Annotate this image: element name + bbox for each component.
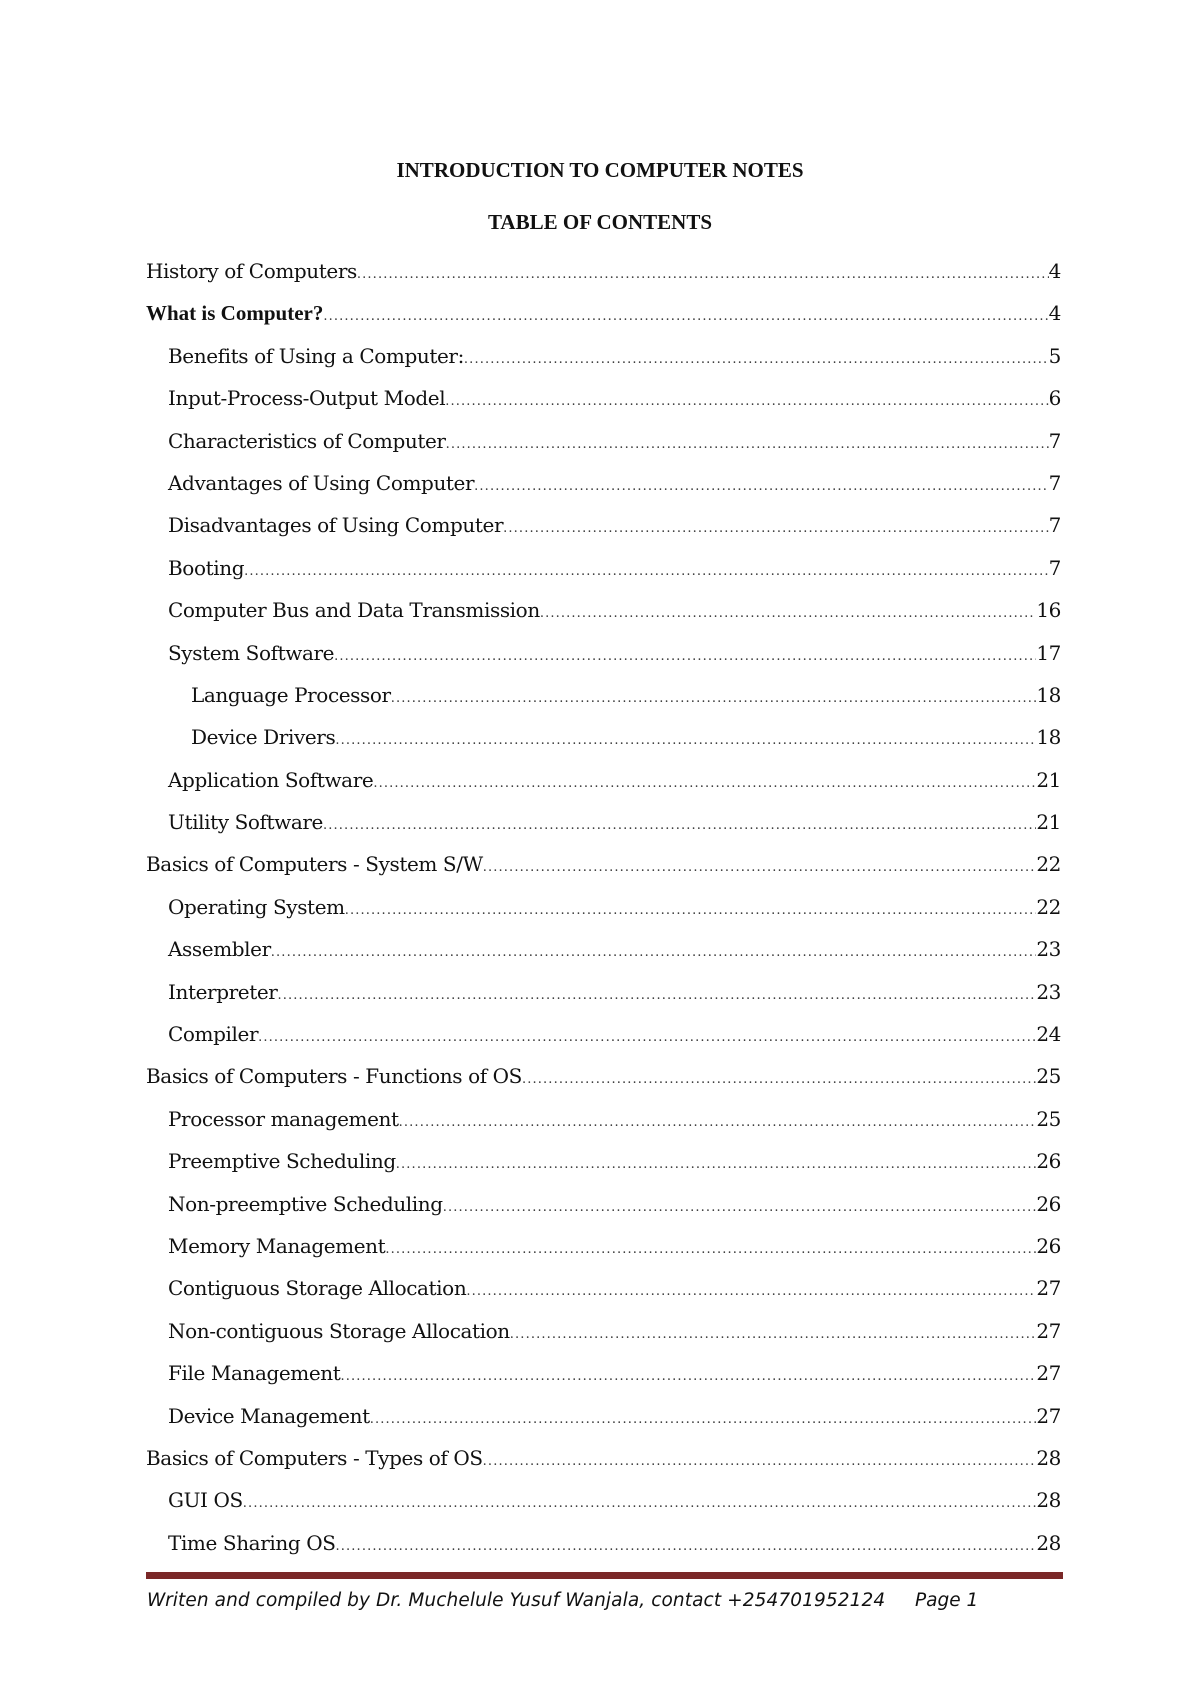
- toc-dot-leader: [503, 515, 1049, 543]
- toc-entry[interactable]: [146, 427, 1061, 469]
- toc-entry[interactable]: [146, 511, 1061, 553]
- toc-entry[interactable]: [146, 596, 1061, 638]
- toc-entry-page-number: 25: [1036, 1064, 1061, 1089]
- toc-dot-leader: [336, 1533, 1037, 1561]
- toc-entry-label: Basics of Computers - Functions of OS: [146, 1064, 522, 1089]
- toc-entry-label: Computer Bus and Data Transmission: [168, 598, 540, 623]
- toc-entry[interactable]: [146, 1486, 1061, 1528]
- toc-dot-leader: [340, 1363, 1036, 1391]
- toc-entry-page-number: 21: [1036, 767, 1061, 792]
- toc-entry-label: Processor management: [168, 1106, 399, 1131]
- toc-entry-label: File Management: [168, 1361, 341, 1386]
- toc-entry[interactable]: [146, 342, 1061, 384]
- toc-entry-page-number: 27: [1036, 1276, 1061, 1301]
- toc-entry-page-number: 24: [1036, 1022, 1061, 1047]
- toc-entry[interactable]: [146, 1529, 1061, 1571]
- toc-dot-leader: [345, 897, 1037, 925]
- toc-entry[interactable]: [146, 299, 1061, 341]
- toc-dot-leader: [258, 1024, 1036, 1052]
- toc-entry-label: GUI OS: [168, 1488, 243, 1513]
- toc-entry[interactable]: [146, 978, 1061, 1020]
- toc-entry-label: History of Computers: [146, 259, 357, 283]
- toc-dot-leader: [243, 1490, 1037, 1518]
- toc-entry-page-number: 7: [1048, 470, 1061, 495]
- toc-dot-leader: [323, 812, 1036, 840]
- toc-entry-page-number: 4: [1048, 259, 1061, 283]
- toc-dot-leader: [445, 388, 1048, 416]
- toc-entry-label: Advantages of Using Computer: [168, 470, 475, 495]
- toc-entry[interactable]: [146, 554, 1061, 596]
- toc-entry[interactable]: [146, 808, 1061, 850]
- toc-entry-page-number: 27: [1036, 1318, 1061, 1343]
- toc-dot-leader: [510, 1321, 1037, 1349]
- toc-entry-label: Compiler: [168, 1022, 259, 1047]
- toc-dot-leader: [370, 1406, 1037, 1434]
- toc-entry[interactable]: [146, 935, 1061, 977]
- toc-entry-page-number: 28: [1036, 1445, 1061, 1470]
- toc-entry-label: Non-preemptive Scheduling: [168, 1191, 443, 1216]
- toc-entry[interactable]: [146, 1317, 1061, 1359]
- toc-entry-page-number: 5: [1048, 343, 1061, 368]
- toc-entry-label: Time Sharing OS: [168, 1530, 336, 1555]
- toc-entry-page-number: 18: [1036, 682, 1061, 707]
- toc-entry-label: Booting: [168, 555, 245, 580]
- footer-rule: [146, 1572, 1063, 1579]
- toc-entry[interactable]: [146, 257, 1061, 299]
- toc-entry-label: Interpreter: [168, 979, 278, 1004]
- toc-entry-page-number: 7: [1048, 555, 1061, 580]
- toc-entry-page-number: 18: [1036, 725, 1061, 750]
- footer-author-text: Writen and compiled by Dr. Muchelule Yusuf Wanjala, contact +254701952124: [147, 1590, 886, 1611]
- toc-entry-page-number: 21: [1036, 810, 1061, 835]
- toc-entry[interactable]: [146, 893, 1061, 935]
- toc-entry-label: Device Management: [168, 1403, 370, 1428]
- toc-entry-page-number: 26: [1036, 1149, 1061, 1174]
- toc-entry-page-number: 23: [1036, 979, 1061, 1004]
- toc-dot-leader: [399, 1109, 1037, 1137]
- document-title: INTRODUCTION TO COMPUTER NOTES: [396, 158, 804, 182]
- toc-dot-leader: [323, 303, 1048, 331]
- toc-entry-label: What is Computer?: [146, 301, 324, 326]
- toc-entry-page-number: 22: [1036, 894, 1061, 919]
- toc-entry-page-number: 7: [1048, 428, 1061, 453]
- toc-entry-label: System Software: [168, 640, 335, 665]
- toc-dot-leader: [443, 1194, 1037, 1222]
- toc-entry-page-number: 26: [1036, 1233, 1061, 1258]
- toc-entry-page-number: 26: [1036, 1191, 1061, 1216]
- toc-dot-leader: [335, 727, 1036, 755]
- toc-entry-label: Input-Process-Output Model: [168, 386, 446, 411]
- toc-entry-page-number: 6: [1048, 386, 1061, 411]
- toc-entry-page-number: 28: [1036, 1530, 1061, 1555]
- toc-entry[interactable]: [146, 1444, 1061, 1486]
- toc-entry[interactable]: [146, 1402, 1061, 1444]
- toc-entry-label: Non-contiguous Storage Allocation: [168, 1318, 510, 1343]
- toc-entry-page-number: 27: [1036, 1403, 1061, 1428]
- toc-entry[interactable]: [146, 681, 1061, 723]
- toc-entry[interactable]: [146, 723, 1061, 765]
- toc-entry[interactable]: [146, 639, 1061, 681]
- toc-entry[interactable]: [146, 766, 1061, 808]
- toc-dot-leader: [357, 261, 1049, 289]
- toc-entry-label: Language Processor: [191, 682, 391, 707]
- toc-dot-leader: [334, 643, 1036, 671]
- toc-dot-leader: [271, 939, 1037, 967]
- toc-heading: TABLE OF CONTENTS: [487, 210, 713, 234]
- toc-entry-page-number: 4: [1048, 301, 1061, 326]
- toc-dot-leader: [474, 473, 1049, 501]
- toc-dot-leader: [373, 770, 1036, 798]
- toc-dot-leader: [466, 1278, 1036, 1306]
- toc-entry-page-number: 23: [1036, 937, 1061, 962]
- toc-entry-label: Basics of Computers - Types of OS: [146, 1445, 483, 1470]
- footer-page-number: Page 1: [915, 1590, 979, 1611]
- toc-entry[interactable]: [146, 1359, 1061, 1401]
- toc-entry-page-number: 28: [1036, 1488, 1061, 1513]
- toc-entry[interactable]: [146, 384, 1061, 426]
- toc-entry-page-number: 16: [1036, 598, 1061, 623]
- toc-dot-leader: [244, 558, 1049, 586]
- toc-entry-page-number: 22: [1036, 852, 1061, 877]
- toc-dot-leader: [391, 685, 1037, 713]
- toc-dot-leader: [522, 1066, 1036, 1094]
- toc-entry-label: Benefits of Using a Computer:: [168, 343, 464, 368]
- toc-entry-page-number: 27: [1036, 1361, 1061, 1386]
- toc-dot-leader: [483, 1448, 1037, 1476]
- toc-entry[interactable]: [146, 1232, 1061, 1274]
- toc-entry-label: Characteristics of Computer: [168, 428, 446, 453]
- toc-dot-leader: [464, 346, 1049, 374]
- toc-dot-leader: [385, 1236, 1036, 1264]
- toc-entry[interactable]: [146, 1274, 1061, 1316]
- toc-entry[interactable]: [146, 1147, 1061, 1189]
- toc-entry[interactable]: [146, 1062, 1061, 1104]
- toc-dot-leader: [446, 431, 1049, 459]
- toc-entry-label: Basics of Computers - System S/W: [146, 852, 483, 877]
- toc-entry-label: Disadvantages of Using Computer: [168, 513, 504, 538]
- toc-entry[interactable]: [146, 1020, 1061, 1062]
- toc-entry-label: Assembler: [168, 937, 271, 962]
- toc-entry-label: Utility Software: [168, 810, 323, 835]
- toc-entry[interactable]: [146, 850, 1061, 892]
- toc-entry[interactable]: [146, 1105, 1061, 1147]
- toc-dot-leader: [396, 1151, 1037, 1179]
- toc-dot-leader: [540, 600, 1037, 628]
- toc-entry-page-number: 7: [1048, 513, 1061, 538]
- toc-entry-label: Contiguous Storage Allocation: [168, 1276, 467, 1301]
- toc-entry-page-number: 25: [1036, 1106, 1061, 1131]
- toc-entry-page-number: 17: [1036, 640, 1061, 665]
- toc-entry-label: Preemptive Scheduling: [168, 1149, 396, 1174]
- toc-dot-leader: [277, 982, 1036, 1010]
- toc-entry[interactable]: [146, 1190, 1061, 1232]
- toc-dot-leader: [483, 854, 1037, 882]
- toc-entry-label: Operating System: [168, 894, 345, 919]
- table-of-contents: [146, 257, 1061, 1571]
- toc-entry[interactable]: [146, 469, 1061, 511]
- toc-entry-label: Application Software: [168, 767, 374, 792]
- toc-entry-label: Device Drivers: [191, 725, 336, 750]
- toc-entry-label: Memory Management: [168, 1233, 386, 1258]
